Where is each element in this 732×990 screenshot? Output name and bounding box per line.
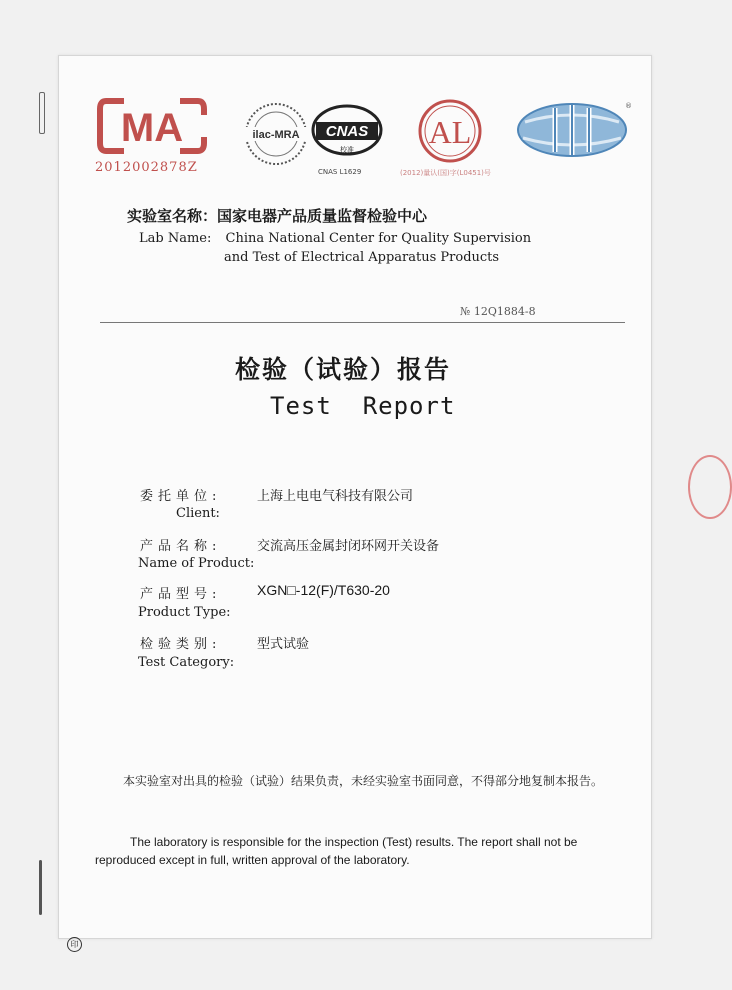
al-logo-text: AL bbox=[428, 114, 472, 150]
cma-number: 2012002878Z bbox=[95, 160, 198, 175]
report-title-en: Test Report bbox=[270, 392, 456, 420]
notice-en: The laboratory is responsible for the inspection (Test) results. The report shall not be reproduced except in full, written approval of the laboratory. bbox=[95, 835, 578, 867]
red-seal-edge bbox=[688, 455, 732, 519]
lab-name-en-value1: China National Center for Quality Supervision bbox=[225, 231, 532, 246]
cnas-logo bbox=[310, 100, 385, 168]
type-value: XGN□-12(F)/T630-20 bbox=[257, 582, 390, 598]
al-number: (2012)量认(国)字(L0451)号 bbox=[400, 169, 491, 177]
category-label-en: Test Category: bbox=[138, 655, 235, 670]
lab-name-en-line2: and Test of Electrical Apparatus Products bbox=[224, 250, 500, 265]
header-divider bbox=[100, 322, 625, 323]
binder-mark-top bbox=[39, 92, 45, 134]
lab-name-en-line1 bbox=[139, 231, 531, 246]
cnas-text: CNAS bbox=[325, 123, 369, 140]
product-value: 交流高压金属封闭环网开关设备 bbox=[257, 539, 440, 554]
cnas-sub-text: 校准 bbox=[340, 146, 354, 154]
type-label-en: Product Type: bbox=[138, 605, 231, 620]
ilac-mra-logo bbox=[240, 100, 312, 168]
report-number: № 12Q1884-8 bbox=[460, 305, 536, 318]
print-mark: 印 bbox=[67, 937, 82, 952]
ilac-mra-text: ilac-MRA bbox=[252, 129, 300, 141]
category-value: 型式试验 bbox=[257, 637, 310, 652]
cnas-number: CNAS L1629 bbox=[318, 168, 362, 176]
category-label-cn: 检验类别: bbox=[140, 637, 222, 652]
notice-cn: 本实验室对出具的检验（试验）结果负责，未经实验室书面同意，不得部分地复制本报告。 bbox=[123, 774, 604, 788]
svg-text:®: ® bbox=[625, 102, 632, 110]
binder-mark-bottom bbox=[39, 860, 42, 915]
client-label-en: Client: bbox=[176, 506, 220, 521]
type-label-cn: 产品型号: bbox=[140, 587, 222, 602]
product-label-cn: 产品名称: bbox=[140, 539, 222, 554]
product-label-en: Name of Product: bbox=[138, 556, 255, 571]
client-label-cn: 委托单位: bbox=[140, 489, 222, 504]
cma-logo bbox=[96, 95, 208, 157]
report-title-cn: 检验（试验）报告 bbox=[235, 355, 452, 384]
lab-name-en-label: Lab Name: bbox=[139, 231, 212, 246]
al-logo bbox=[410, 97, 490, 167]
lab-name-cn: 实验室名称：国家电器产品质量监督检验中心 bbox=[127, 207, 428, 225]
blue-globe-logo bbox=[515, 100, 630, 160]
cma-logo-text: MA bbox=[120, 106, 184, 150]
client-value: 上海上电电气科技有限公司 bbox=[257, 489, 414, 504]
